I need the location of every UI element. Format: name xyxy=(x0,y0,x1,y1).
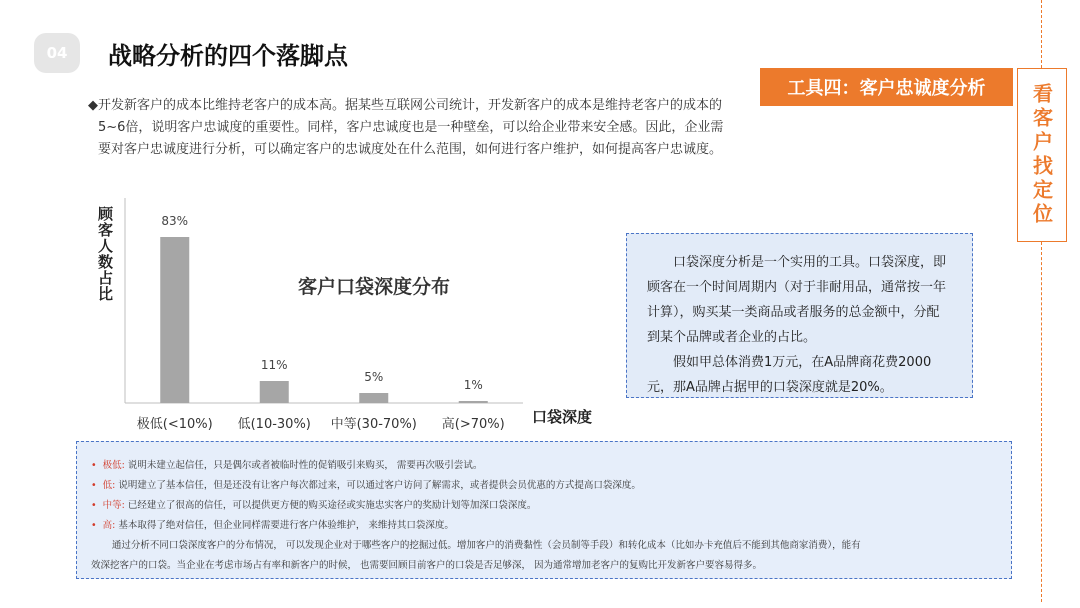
level-label: 低: xyxy=(102,480,116,491)
bar xyxy=(160,237,189,403)
info-paragraph-1: 口袋深度分析是一个实用的工具。口袋深度，即顾客在一个时间周期内（对于非耐用品，通常按一年计算），购买某一类商品或者服务的总金额中，分配到某个品牌或者企业的占比。 xyxy=(647,255,947,345)
summary-line-2: 效深挖客户的口袋。当企业在考虑市场占有率和新客户的时候， 也需要回顾目前客户的口袋是否足够深， 因为通常增加老客户的复购比开发新客户要容易得多。 xyxy=(91,560,763,571)
bullet-dot: • xyxy=(91,460,97,471)
level-item xyxy=(91,456,997,476)
x-tick-label: 极低(<10%) xyxy=(136,417,213,432)
data-label: 1% xyxy=(463,378,483,392)
level-label: 高: xyxy=(102,520,116,531)
pocket-depth-info-box xyxy=(626,233,973,398)
bar xyxy=(260,381,289,403)
x-tick-label: 中等(30-70%) xyxy=(330,417,417,432)
bar xyxy=(359,393,388,403)
summary-paragraph xyxy=(91,536,997,576)
data-label: 5% xyxy=(364,370,384,384)
chart-y-axis-label: 顾客人数占比 xyxy=(96,206,114,302)
level-item xyxy=(91,496,997,516)
chart-x-axis-label: 口袋深度 xyxy=(532,408,593,426)
level-label: 极低: xyxy=(102,460,125,471)
page-title: 战略分析的四个落脚点 xyxy=(108,42,348,70)
intro-line-3: 要对客户忠诚度进行分析，可以确定客户的忠诚度处在什么范围，如何进行客户维护，如何提高客户忠诚度。 xyxy=(98,142,723,157)
data-label: 83% xyxy=(161,214,189,228)
level-text: 基本取得了绝对信任，但企业同样需要进行客户体验维护， 来维持其口袋深度。 xyxy=(115,520,454,531)
level-text: 说明未建立起信任，只是偶尔或者被临时性的促销吸引来购买， 需要再次吸引尝试。 xyxy=(124,460,483,471)
level-item xyxy=(91,476,997,496)
level-text: 已经建立了很高的信任，可以提供更方便的购买途径或实施忠实客户的奖励计划等加深口袋深度。 xyxy=(124,500,537,511)
vertical-tag-text: 看客户找定位 xyxy=(1029,83,1054,227)
intro-line-2: 5~6倍，说明客户忠诚度的重要性。同样，客户忠诚度也是一种壁垒，可以给企业带来安全感。因此，企业需 xyxy=(98,120,724,135)
intro-line-1: ◆开发新客户的成本比维持老客户的成本高。据某些互联网公司统计，开发新客户的成本是维持老客户的成本的 xyxy=(88,98,722,113)
level-item xyxy=(91,516,997,536)
section-number-badge: 04 xyxy=(34,33,80,73)
data-label: 11% xyxy=(260,358,288,372)
level-label: 中等: xyxy=(102,500,125,511)
bar xyxy=(459,401,488,403)
chart-title: 客户口袋深度分布 xyxy=(298,276,451,298)
summary-line-1: 通过分析不同口袋深度客户的分布情况， 可以发现企业对于哪些客户的挖掘过低。增加客户的消费黏性（会员制等手段）和转化成本（比如办卡充值后不能到其他商家消费），能有 xyxy=(111,540,861,551)
level-text: 说明建立了基本信任，但是还没有让客户每次都过来，可以通过客户访问了解需求，或者提供会员优惠的方式提高口袋深度。 xyxy=(115,480,641,491)
tool-label-bar: 工具四：客户忠诚度分析 xyxy=(760,68,1013,106)
levels-explanation-box xyxy=(76,441,1012,579)
bullet-dot: • xyxy=(91,520,97,531)
bullet-dot: • xyxy=(91,480,97,491)
info-paragraph-2: 假如甲总体消费1万元，在A品牌商花费2000元，那A品牌占据甲的口袋深度就是20%。 xyxy=(647,355,932,395)
bullet-dot: • xyxy=(91,500,97,511)
x-tick-label: 低(10-30%) xyxy=(237,417,311,432)
x-tick-label: 高(>70%) xyxy=(441,417,505,432)
